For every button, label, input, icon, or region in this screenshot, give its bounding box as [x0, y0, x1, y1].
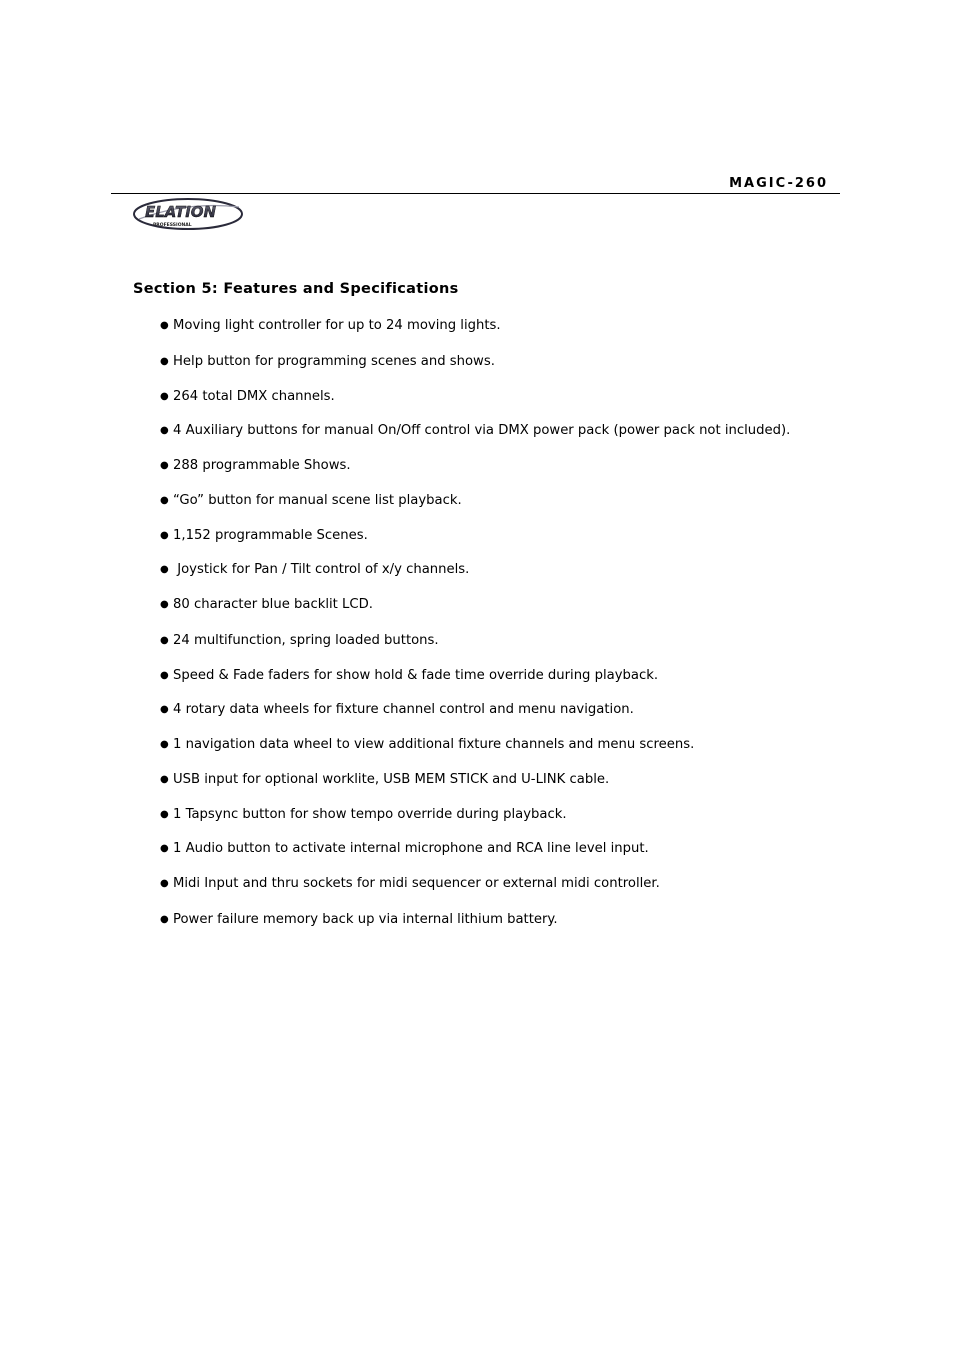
model-name: MAGIC-260 — [729, 176, 828, 191]
elation-logo — [133, 195, 243, 233]
list-item: ● 288 programmable Shows. — [160, 458, 351, 473]
list-item: ● Help button for programming scenes and shows. — [160, 354, 495, 369]
list-item: ● 1 Tapsync button for show tempo override during playback. — [160, 807, 567, 822]
list-item: ● “Go” button for manual scene list playback. — [160, 493, 462, 508]
list-item: ● Midi Input and thru sockets for midi sequencer or external midi controller. — [160, 876, 660, 891]
list-item: ● 1 Audio button to activate internal microphone and RCA line level input. — [160, 841, 649, 856]
list-item: ● Speed & Fade faders for show hold & fade time override during playback. — [160, 668, 659, 683]
list-item: ● Moving light controller for up to 24 moving lights. — [160, 318, 501, 333]
logo-subtext: PROFESSIONAL — [153, 223, 192, 228]
list-item: ● 1 navigation data wheel to view additional fixture channels and menu screens. — [160, 737, 695, 752]
logo-text: ELATION — [145, 203, 217, 221]
section-title: Section 5: Features and Specifications — [133, 281, 459, 297]
header-rule — [111, 193, 840, 194]
list-item: ● 4 Auxiliary buttons for manual On/Off control via DMX power pack (power pack not included). — [160, 423, 791, 438]
list-item: ● Joystick for Pan / Tilt control of x/y channels. — [160, 562, 470, 577]
list-item: ● USB input for optional worklite, USB MEM STICK and U-LINK cable. — [160, 772, 610, 787]
list-item: ● 24 multifunction, spring loaded buttons. — [160, 633, 439, 648]
list-item: ● 264 total DMX channels. — [160, 389, 335, 404]
list-item: ● 1,152 programmable Scenes. — [160, 528, 368, 543]
list-item: ● 4 rotary data wheels for fixture channel control and menu navigation. — [160, 702, 634, 717]
list-item: ● Power failure memory back up via internal lithium battery. — [160, 912, 558, 927]
list-item: ● 80 character blue backlit LCD. — [160, 597, 373, 612]
